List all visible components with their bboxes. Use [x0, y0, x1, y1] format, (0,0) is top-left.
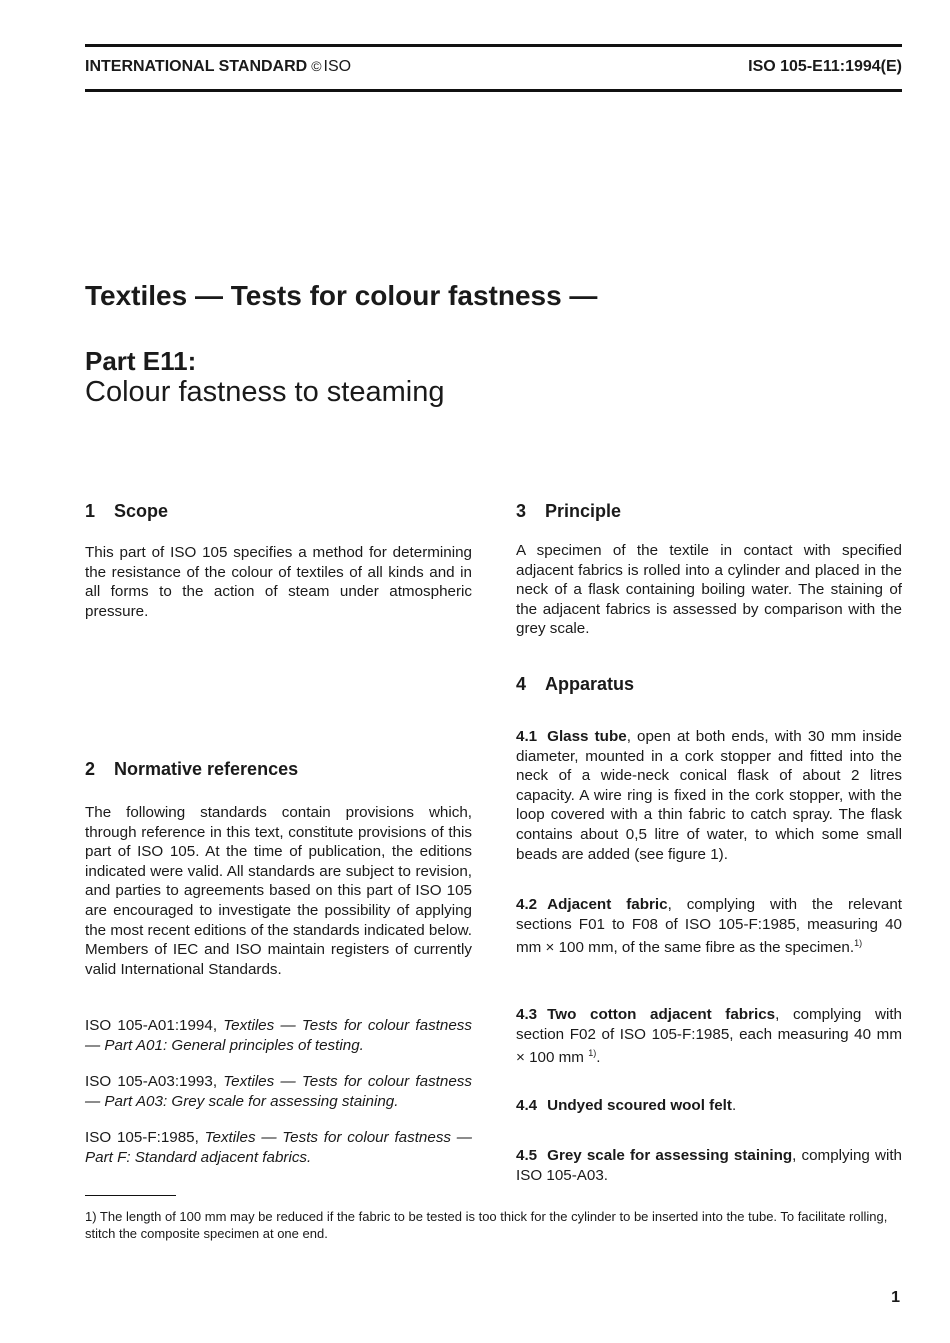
clause-4-2: [516, 895, 902, 958]
scope-body: [85, 543, 472, 621]
part-title: Colour fastness to steaming: [85, 376, 445, 408]
header-bottom-rule: [85, 89, 902, 92]
document-code: ISO 105-E11:1994(E): [748, 58, 902, 75]
clause-title: Glass tube: [547, 728, 627, 745]
clause-number: 4.3: [516, 1006, 538, 1023]
section-title: Principle: [545, 501, 622, 521]
clause-number: 4.1: [516, 728, 538, 745]
section-heading-normative-references: [85, 759, 298, 780]
clause-title: Adjacent fabric: [547, 896, 668, 913]
footnote: 1) The length of 100 mm may be reduced if the fabric to be tested is too thick for the cylinder to be inserted into the tube. To facilitate rolling, stitch the composite specimen at one end.: [85, 1209, 888, 1241]
reference-item: [85, 1072, 472, 1111]
document-title: Textiles — Tests for colour fastness —: [85, 280, 598, 311]
clause-number: 4.4: [516, 1097, 538, 1114]
principle-text: A specimen of the textile in contact with specified adjacent fabrics is rolled into a cylinder and placed in the neck of a flask containing boiling water. The staining of the adjacent fabrics is assessed by comparison with the grey scale.: [516, 542, 902, 638]
clause-text: , open at both ends, with 30 mm inside diameter, mounted in a cork stopper and fitted into the neck of a wide-neck conical flask of about 2 litres capacity. A wire ring is fixed in the cork stopper, with the loop covered with a thin fabric to catch spray. The flask contains about 0,5 litre of water, to which some small beads are added (see figure 1).: [516, 728, 902, 863]
footnote-rule: [85, 1195, 176, 1196]
clause-title: Two cotton adjacent fabrics: [547, 1006, 776, 1023]
section-title: Apparatus: [545, 674, 635, 694]
clause-4-3: [516, 1005, 902, 1068]
scope-text: This part of ISO 105 specifies a method for determining the resistance of the colour of textiles of all kinds and in all forms to the action of steam under atmospheric pressure.: [85, 544, 472, 620]
normative-references-text: The following standards contain provisions which, through reference in this text, constitute provisions of this part of ISO 105. At the time of publication, the editions indicated were valid. All standards are subject to revision, and parties to agreements based on this part of ISO 105 are encouraged to investigate the possibility of applying the most recent editions of the standards indicated below. Members of IEC and ISO maintain registers of currently valid International Standards.: [85, 804, 472, 978]
copyright-symbol: ©: [311, 58, 322, 74]
section-number: 2: [85, 759, 96, 779]
reference-title: Textiles — Tests for colour fastness — Part A03: Grey scale for assessing staining.: [85, 1073, 472, 1110]
section-heading-scope: [85, 501, 168, 522]
header-org: ISO: [323, 58, 352, 75]
header-top-rule: [85, 44, 902, 47]
clause-4-5: [516, 1146, 902, 1185]
reference-code: ISO 105-A01:1994,: [85, 1017, 218, 1034]
clause-title: Undyed scoured wool felt: [547, 1097, 732, 1114]
clause-tail: .: [596, 1049, 601, 1067]
principle-body: [516, 541, 902, 639]
clause-title: Grey scale for assessing staining: [547, 1147, 793, 1164]
reference-code: ISO 105-A03:1993,: [85, 1073, 218, 1090]
clause-text: , complying with ISO 105-A03.: [516, 1147, 902, 1184]
page-number: 1: [891, 1289, 900, 1306]
section-heading-principle: [516, 501, 621, 522]
section-title: Scope: [114, 501, 169, 521]
section-heading-apparatus: [516, 674, 634, 695]
clause-number: 4.5: [516, 1147, 538, 1164]
reference-code: ISO 105-F:1985,: [85, 1129, 199, 1146]
footnote-marker: 1): [854, 938, 863, 949]
reference-title: Textiles — Tests for colour fastness — Part F: Standard adjacent fabrics.: [85, 1129, 472, 1166]
footnote-marker: 1): [588, 1048, 597, 1059]
clause-text: , complying with section F02 of ISO 105-F:1985, each measuring 40 mm × 100 mm: [516, 1006, 902, 1067]
clause-text: , complying with the relevant sections F01 to F08 of ISO 105-F:1985, measuring 40 mm × 100 mm, of the same fibre as the specimen.: [516, 896, 903, 957]
section-number: 4: [516, 674, 527, 694]
clause-text: .: [731, 1097, 737, 1114]
reference-item: [85, 1128, 472, 1167]
clause-4-4: [516, 1096, 902, 1116]
part-label: Part E11:: [85, 346, 197, 376]
header-standard-label: INTERNATIONAL STANDARD: [85, 58, 308, 75]
reference-title: Textiles — Tests for colour fastness — Part A01: General principles of testing.: [85, 1017, 472, 1054]
section-title: Normative references: [114, 759, 299, 779]
normative-references-body: [85, 803, 472, 979]
section-number: 3: [516, 501, 527, 521]
header-left: [85, 58, 351, 76]
reference-item: [85, 1016, 472, 1055]
clause-4-1: [516, 727, 902, 864]
section-number: 1: [85, 501, 96, 521]
clause-number: 4.2: [516, 896, 538, 913]
